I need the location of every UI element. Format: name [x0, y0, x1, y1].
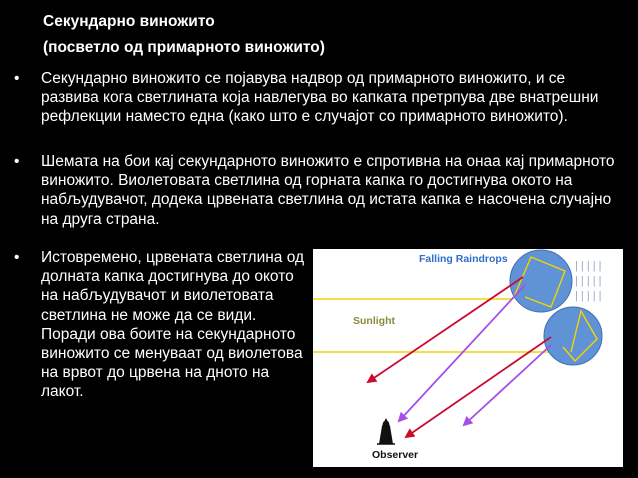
- sunlight-label: Sunlight: [353, 315, 395, 327]
- slide-title-line-1: Секундарно виножито: [43, 13, 215, 30]
- bullet-secondary-rainbow: [14, 69, 624, 127]
- bullet-simultaneously: [14, 248, 306, 402]
- rain-streak: | | | | |: [575, 290, 602, 302]
- bullet-dot: •: [14, 70, 20, 87]
- observer-icon: [377, 418, 395, 444]
- rain-streaks: [575, 260, 602, 302]
- rain-streak: | | | | |: [575, 275, 602, 287]
- falling-raindrops-label: Falling Raindrops: [419, 253, 508, 265]
- lower-violet-ray: [464, 345, 551, 425]
- upper-red-ray: [368, 277, 523, 382]
- rain-streak: | | | | |: [575, 260, 602, 272]
- upper-violet-ray: [399, 285, 525, 421]
- bullet-text-2: Шемата на бои кај секундарното виножито е спротивна на онаа кај примарното виножито. Виолетовата светлина од горната капка го достигнува окото на набљудувачот, додека црвената светлина од истата капка е насочена случајно на друга страна.: [41, 153, 615, 228]
- bullet-color-pattern: [14, 152, 624, 229]
- bullet-text-3: Истовремено, црвената светлина од долната капка достигнува до окото на набљудувачот и виолетовата светлина не може да се види. Поради ова боите на секундарното виножито се менуваат од виолетова на врвот до црвена на дното на лакот.: [41, 249, 305, 401]
- slide-title-line-2: (посветло од примарното виножито): [43, 39, 325, 56]
- observer-label: Observer: [372, 449, 419, 461]
- bullet-dot: •: [14, 249, 20, 266]
- bullet-text-1: Секундарно виножито се појавува надвор од примарното виножито, и се развива кога светлината која навлегува во капката претрпува две внатрешни рефлекции наместо една (како што е случајот со примарното виножито).: [41, 70, 599, 126]
- diagram-svg: [313, 249, 623, 467]
- lower-raindrop: [544, 307, 602, 365]
- secondary-rainbow-diagram: [313, 249, 623, 467]
- bullet-dot: •: [14, 153, 20, 170]
